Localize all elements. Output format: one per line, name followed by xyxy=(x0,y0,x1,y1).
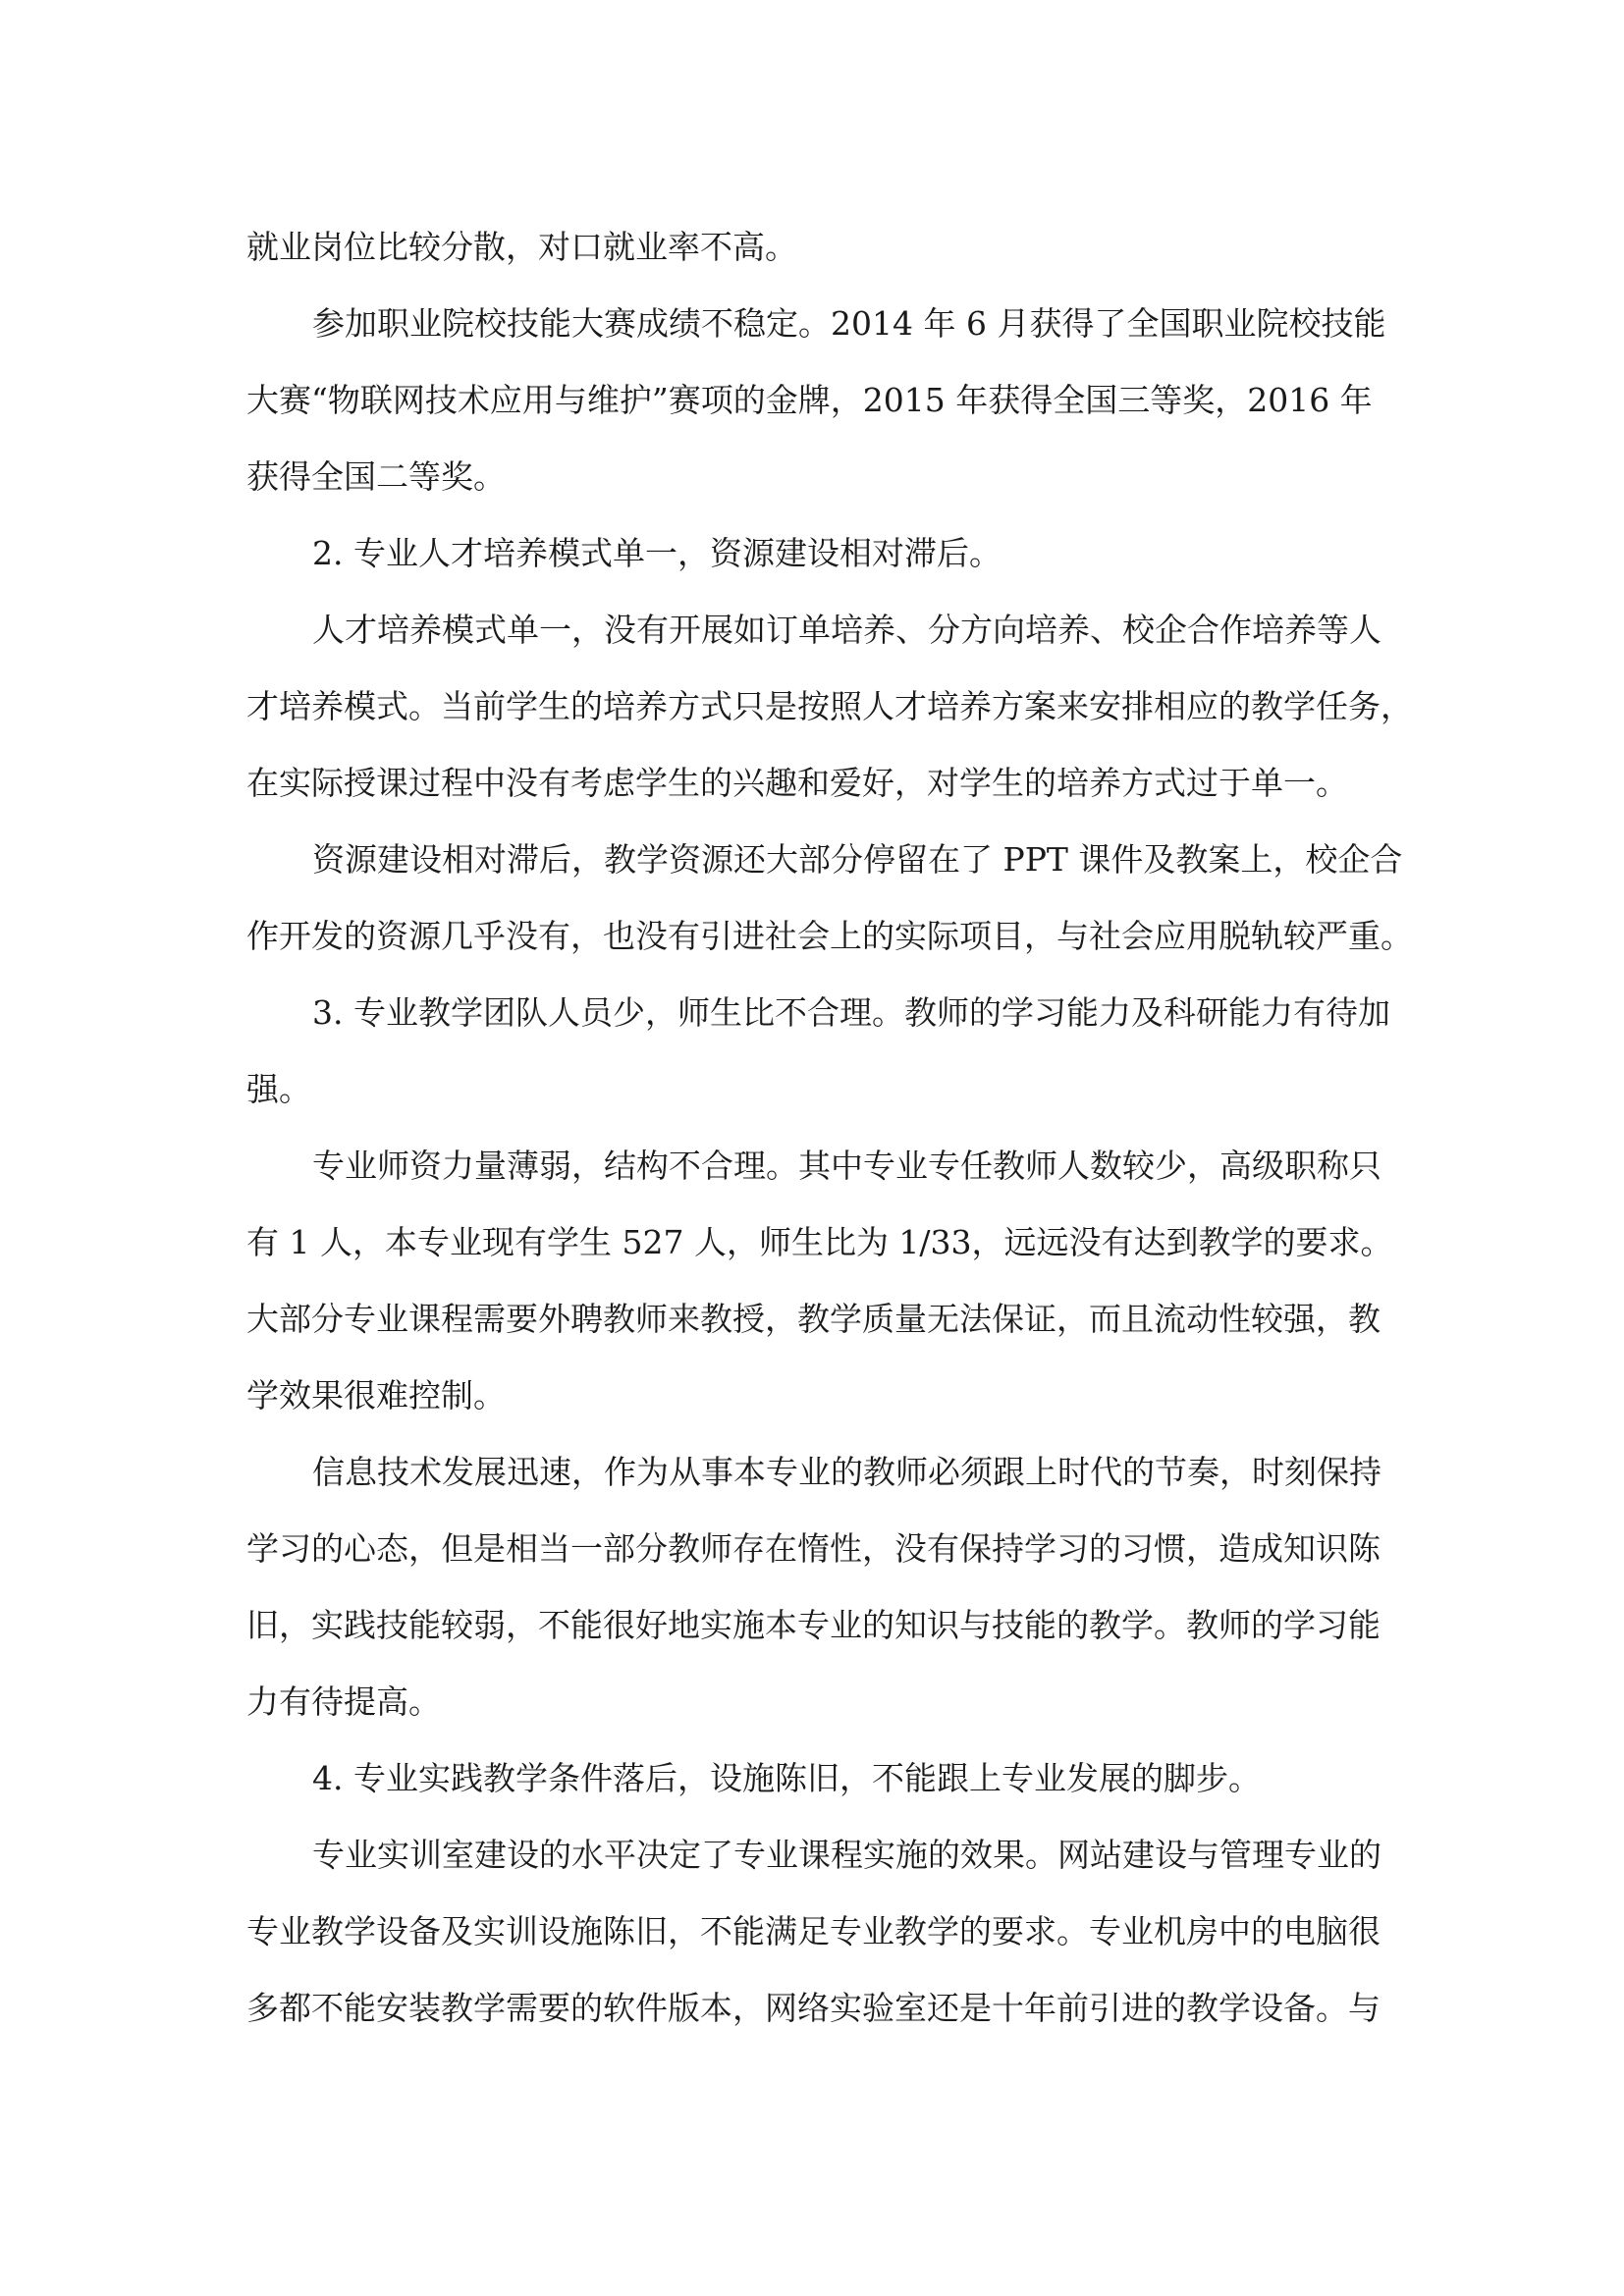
text-line-4: 获得全国二等奖。 xyxy=(246,457,506,496)
text-line-10: 作开发的资源几乎没有，也没有引进社会上的实际项目，与社会应用脱轨较严重。 xyxy=(246,917,1413,955)
text-line-7: 才培养模式。当前学生的培养方式只是按照人才培养方案来安排相应的教学任务， xyxy=(246,687,1413,725)
text-line-16: 学效果很难控制。 xyxy=(246,1376,506,1415)
text-line-15: 大部分专业课程需要外聘教师来教授，教学质量无法保证，而且流动性较强，教 xyxy=(246,1300,1380,1338)
text-line-19: 旧，实践技能较弱，不能很好地实施本专业的知识与技能的教学。教师的学习能 xyxy=(246,1606,1380,1644)
text-line-23: 专业教学设备及实训设施陈旧，不能满足专业教学的要求。专业机房中的电脑很 xyxy=(246,1912,1380,1950)
text-line-14: 有 1 人，本专业现有学生 527 人，师生比为 1/33，远远没有达到教学的要求。 xyxy=(246,1223,1393,1261)
text-line-22: 专业实训室建设的水平决定了专业课程实施的效果。网站建设与管理专业的 xyxy=(312,1836,1381,1874)
text-line-3: 大赛“物联网技术应用与维护”赛项的金牌，2015 年获得全国三等奖，2016 年 xyxy=(246,381,1373,419)
text-line-8: 在实际授课过程中没有考虑学生的兴趣和爱好，对学生的培养方式过于单一。 xyxy=(246,764,1348,802)
text-line-20: 力有待提高。 xyxy=(246,1682,441,1721)
section-heading-4: 4. 专业实践教学条件落后，设施陈旧，不能跟上专业发展的脚步。 xyxy=(312,1759,1261,1797)
text-line-13: 专业师资力量薄弱，结构不合理。其中专业专任教师人数较少，高级职称只 xyxy=(312,1147,1381,1185)
text-line-18: 学习的心态，但是相当一部分教师存在惰性，没有保持学习的习惯，造成知识陈 xyxy=(246,1529,1380,1568)
text-line-12: 强。 xyxy=(246,1070,311,1108)
text-line-6: 人才培养模式单一，没有开展如订单培养、分方向培养、校企合作培养等人 xyxy=(312,611,1381,649)
section-heading-3: 3. 专业教学团队人员少，师生比不合理。教师的学习能力及科研能力有待加 xyxy=(312,993,1390,1032)
text-line-9: 资源建设相对滞后，教学资源还大部分停留在了 PPT 课件及教案上，校企合 xyxy=(312,840,1403,879)
text-line-24: 多都不能安装教学需要的软件版本，网络实验室还是十年前引进的教学设备。与 xyxy=(246,1989,1380,2027)
section-heading-2: 2. 专业人才培养模式单一，资源建设相对滞后。 xyxy=(312,534,1001,572)
text-line-17: 信息技术发展迅速，作为从事本专业的教师必须跟上时代的节奏，时刻保持 xyxy=(312,1453,1381,1491)
text-line-1: 就业岗位比较分散，对口就业率不高。 xyxy=(246,228,797,266)
text-line-2: 参加职业院校技能大赛成绩不稳定。2014 年 6 月获得了全国职业院校技能 xyxy=(312,304,1386,343)
